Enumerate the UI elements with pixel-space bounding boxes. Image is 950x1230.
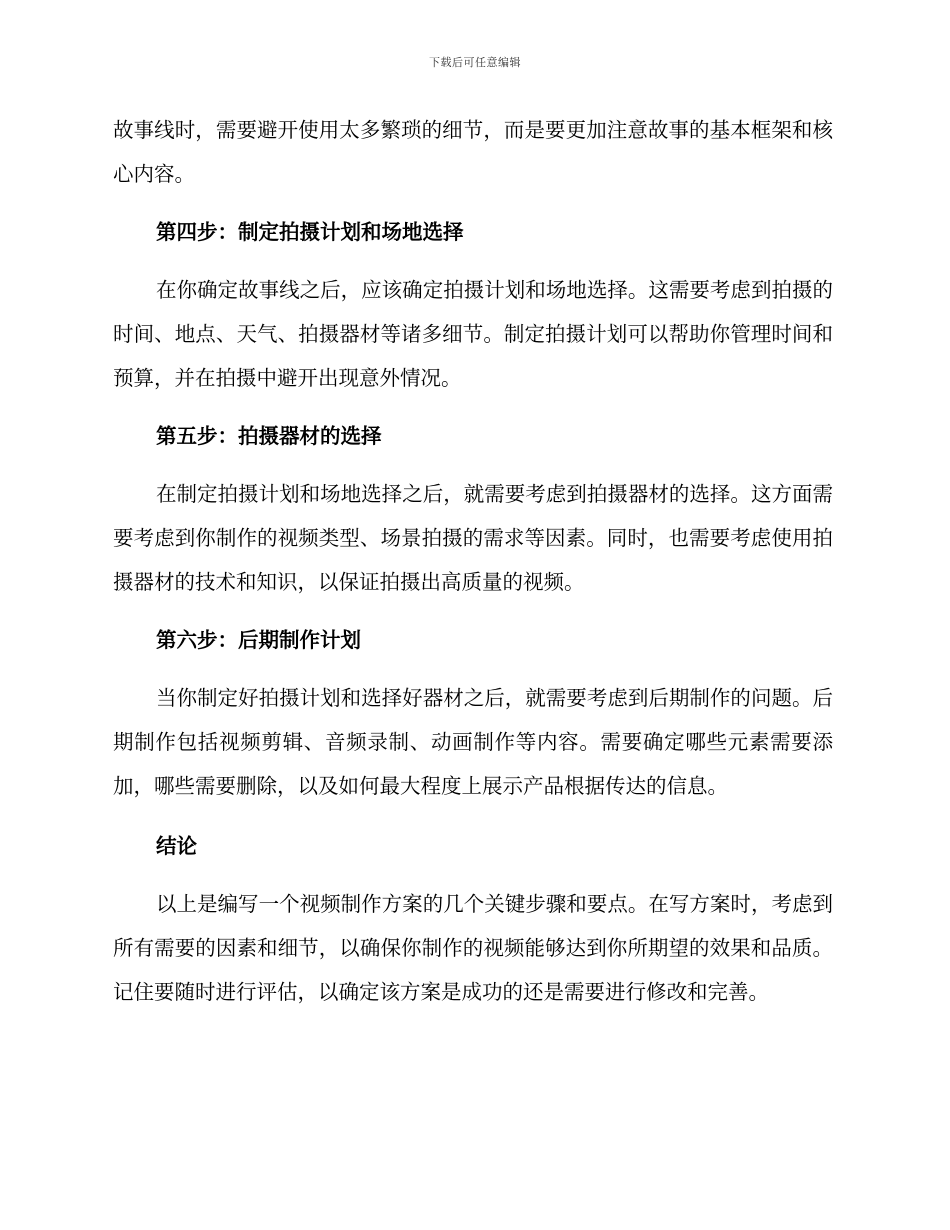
heading-conclusion: 结论 bbox=[156, 834, 197, 858]
document-body bbox=[113, 108, 833, 1028]
paragraph-step-four: 在你确定故事线之后，应该确定拍摄计划和场地选择。这需要考虑到拍摄的时间、地点、天气、拍摄器材等诸多细节。制定拍摄计划可以帮助你管理时间和预算，并在拍摄中避开出现意外情况。 bbox=[113, 278, 833, 390]
paragraph-conclusion: 以上是编写一个视频制作方案的几个关键步骤和要点。在写方案时，考虑到所有需要的因素和细节，以确保你制作的视频能够达到你所期望的效果和品质。记住要随时进行评估，以确定该方案是成功的还是需要进行修改和完善。 bbox=[113, 892, 833, 1004]
heading-step-five: 第五步：拍摄器材的选择 bbox=[156, 424, 382, 448]
paragraph-storyline-end: 故事线时，需要避开使用太多繁琐的细节，而是要更加注意故事的基本框架和核心内容。 bbox=[113, 118, 833, 186]
paragraph-step-six: 当你制定好拍摄计划和选择好器材之后，就需要考虑到后期制作的问题。后期制作包括视频剪辑、音频录制、动画制作等内容。需要确定哪些元素需要添加，哪些需要删除，以及如何最大程度上展示产品根据传达的信息。 bbox=[113, 686, 833, 798]
heading-step-four: 第四步：制定拍摄计划和场地选择 bbox=[156, 220, 464, 244]
header-note: 下载后可任意编辑 bbox=[429, 56, 521, 69]
heading-step-six: 第六步：后期制作计划 bbox=[156, 628, 361, 652]
paragraph-step-five: 在制定拍摄计划和场地选择之后，就需要考虑到拍摄器材的选择。这方面需要考虑到你制作的视频类型、场景拍摄的需求等因素。同时，也需要考虑使用拍摄器材的技术和知识，以保证拍摄出高质量的视频。 bbox=[113, 482, 833, 594]
